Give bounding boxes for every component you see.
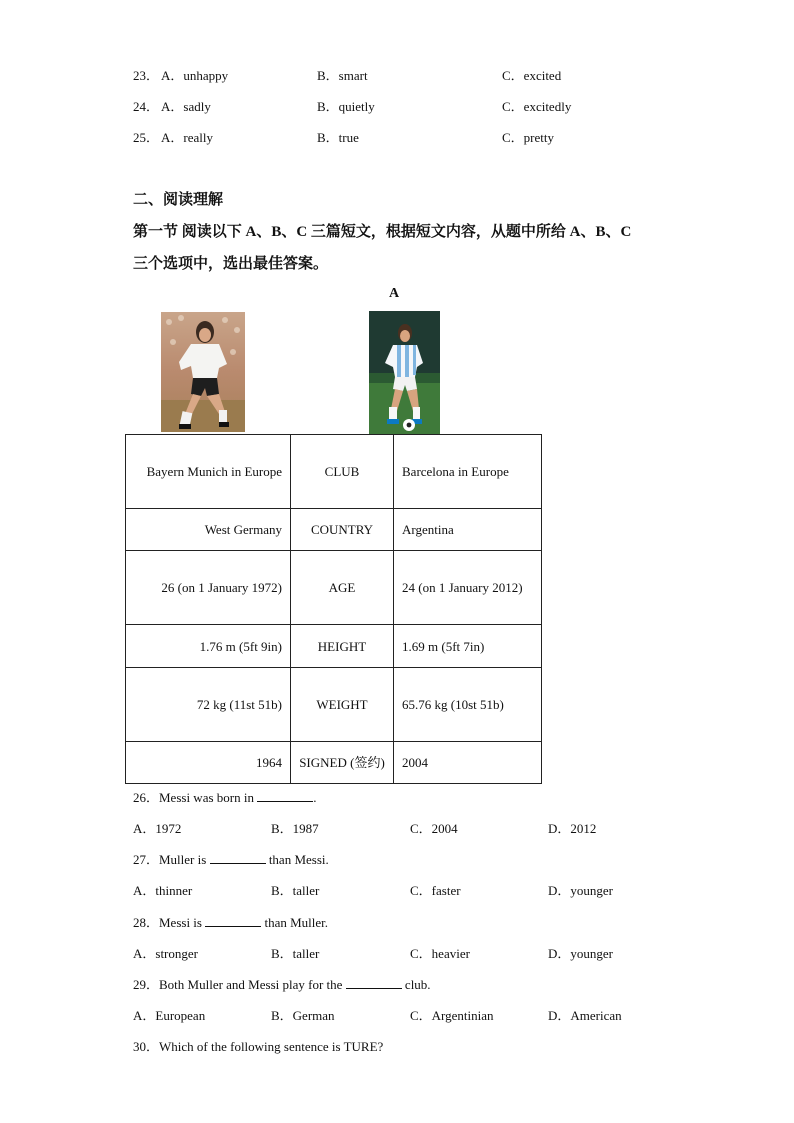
muller-signed: 1964 xyxy=(126,742,291,784)
messi-photo xyxy=(369,311,440,434)
answer-blank xyxy=(205,914,261,927)
messi-height: 1.69 m (5ft 7in) xyxy=(394,625,542,668)
table-row xyxy=(126,668,542,742)
passage-label: A xyxy=(389,286,400,301)
table-row xyxy=(126,551,542,625)
muller-photo xyxy=(161,312,245,432)
question-stem-end: than Muller. xyxy=(261,915,329,930)
choices-28 xyxy=(133,944,653,964)
messi-weight: 65.76 kg (10st 51b) xyxy=(394,668,542,742)
choice-d: D．2012 xyxy=(548,821,597,836)
table-row xyxy=(126,742,542,784)
question-stem: 27．Muller is xyxy=(133,852,210,867)
question-number: 25． xyxy=(133,130,160,145)
choices-27 xyxy=(133,881,653,901)
question-stem-end: . xyxy=(313,790,317,805)
choice-b: B．taller xyxy=(271,883,320,898)
choice-b: B．taller xyxy=(271,946,320,961)
choice-b: B．German xyxy=(271,1008,335,1023)
question-stem-end: than Messi. xyxy=(265,852,329,867)
table-row xyxy=(126,435,542,509)
question-30 xyxy=(133,1037,383,1057)
messi-signed: 2004 xyxy=(394,742,542,784)
question-28 xyxy=(133,913,328,933)
answer-blank xyxy=(257,789,313,802)
choice-a: A．stronger xyxy=(133,946,198,961)
choice-c: C．faster xyxy=(410,883,461,898)
choice-a: A．thinner xyxy=(133,883,193,898)
question-stem: 28．Messi is xyxy=(133,915,206,930)
row-label-country: COUNTRY xyxy=(291,509,394,551)
question-stem: 29．Both Muller and Messi play for the xyxy=(133,977,346,992)
option-b: B．smart xyxy=(317,68,368,83)
question-29 xyxy=(133,975,431,995)
question-stem-end: club. xyxy=(401,977,431,992)
messi-club: Barcelona in Europe xyxy=(394,435,542,509)
section-instruction-line2: 三个选项中，选出最佳答案。 xyxy=(133,256,329,272)
option-b: B．true xyxy=(317,130,359,145)
option-c: C．pretty xyxy=(502,130,554,145)
option-b: B．quietly xyxy=(317,99,375,114)
option-c: C．excitedly xyxy=(502,99,572,114)
section-instruction-line1: 第一节 阅读以下 A、B、C 三篇短文，根据短文内容，从题中所给 A、B、C xyxy=(133,224,632,240)
row-label-club: CLUB xyxy=(291,435,394,509)
question-number: 24． xyxy=(133,99,160,114)
muller-age: 26 (on 1 January 1972) xyxy=(126,551,291,625)
row-label-signed: SIGNED (签约) xyxy=(291,742,394,784)
option-a: A．sadly xyxy=(161,99,211,114)
section-title: 二、阅读理解 xyxy=(133,192,224,208)
row-label-age: AGE xyxy=(291,551,394,625)
option-row-23 xyxy=(133,66,653,86)
muller-height: 1.76 m (5ft 9in) xyxy=(126,625,291,668)
row-label-weight: WEIGHT xyxy=(291,668,394,742)
answer-blank xyxy=(210,851,266,864)
muller-country: West Germany xyxy=(126,509,291,551)
messi-country: Argentina xyxy=(394,509,542,551)
option-row-24 xyxy=(133,97,653,117)
question-26 xyxy=(133,788,316,808)
muller-club: Bayern Munich in Europe xyxy=(126,435,291,509)
table-row xyxy=(126,509,542,551)
choice-c: C．heavier xyxy=(410,946,470,961)
choice-b: B．1987 xyxy=(271,821,319,836)
option-a: A．really xyxy=(161,130,213,145)
messi-age: 24 (on 1 January 2012) xyxy=(394,551,542,625)
choice-d: D．American xyxy=(548,1008,622,1023)
choices-29 xyxy=(133,1006,653,1026)
choice-a: A．1972 xyxy=(133,821,182,836)
choice-d: D．younger xyxy=(548,946,613,961)
option-row-25 xyxy=(133,128,653,148)
choices-26 xyxy=(133,819,653,839)
choice-c: C．Argentinian xyxy=(410,1008,494,1023)
muller-weight: 72 kg (11st 51b) xyxy=(126,668,291,742)
question-27 xyxy=(133,850,329,870)
table-row xyxy=(126,625,542,668)
row-label-height: HEIGHT xyxy=(291,625,394,668)
choice-c: C．2004 xyxy=(410,821,458,836)
answer-blank xyxy=(346,976,402,989)
question-number: 23． xyxy=(133,68,160,83)
player-comparison-table xyxy=(125,434,542,784)
question-stem: 30．Which of the following sentence is TURE? xyxy=(133,1039,384,1054)
option-c: C．excited xyxy=(502,68,562,83)
question-stem: 26．Messi was born in xyxy=(133,790,258,805)
option-a: A．unhappy xyxy=(161,68,229,83)
choice-a: A．European xyxy=(133,1008,206,1023)
choice-d: D．younger xyxy=(548,883,613,898)
